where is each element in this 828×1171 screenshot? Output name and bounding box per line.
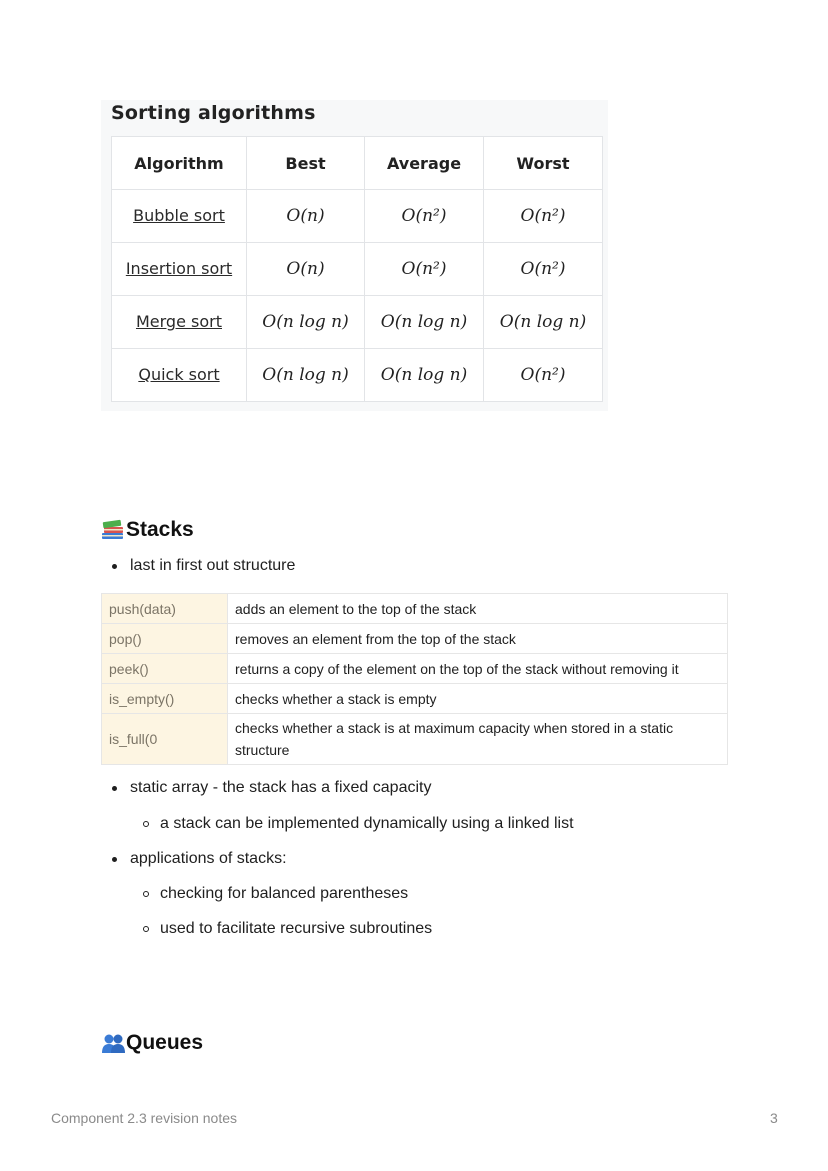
sorting-algorithms-figure [101,100,608,411]
list-item: used to facilitate recursive subroutines [160,920,433,937]
best-cell: O(n log n) [247,296,365,349]
insertion-sort-link[interactable]: Insertion sort [125,259,233,278]
books-icon [101,519,125,541]
header-best: Best [247,137,365,190]
best-cell: O(n log n) [247,349,365,402]
footer-title: Component 2.3 revision notes [51,1110,237,1126]
worst-cell: O(n²) [484,190,603,243]
description-cell: checks whether a stack is empty [228,684,728,714]
worst-cell: O(n log n) [484,296,603,349]
description-cell: adds an element to the top of the stack [228,594,728,624]
average-cell: O(n log n) [365,349,484,402]
header-worst: Worst [484,137,603,190]
stacks-notes-list [130,779,431,797]
algorithm-cell [112,243,247,296]
merge-sort-link[interactable]: Merge sort [135,312,222,331]
people-icon [101,1032,125,1054]
list-item: applications of stacks: [130,850,287,867]
best-cell: O(n) [247,190,365,243]
stacks-apps-sub-list [160,885,408,903]
stacks-sub-list [160,815,574,833]
description-cell: returns a copy of the element on the top of the stack without removing it [228,654,728,684]
table-row [102,654,728,684]
list-item: last in first out structure [130,557,296,574]
average-cell: O(n log n) [365,296,484,349]
operation-cell: is_empty() [102,684,228,714]
sorting-table [111,136,603,402]
algorithm-cell [112,190,247,243]
table-row [112,349,603,402]
algorithm-cell [112,296,247,349]
table-row [102,594,728,624]
table-row [102,624,728,654]
stack-operations-table [101,593,728,765]
list-item: checking for balanced parentheses [160,885,409,902]
stacks-heading-text: Stacks [126,518,194,541]
sorting-header-row [112,137,603,190]
stacks-intro-list [130,557,295,575]
header-average: Average [365,137,484,190]
algorithm-cell [112,349,247,402]
stacks-heading [101,518,194,542]
operation-cell: pop() [102,624,228,654]
queues-heading [101,1031,203,1055]
operation-cell: peek() [102,654,228,684]
queues-heading-text: Queues [126,1031,204,1054]
average-cell: O(n²) [365,243,484,296]
stacks-apps-list [130,850,287,868]
list-item: a stack can be implemented dynamically using a linked list [160,815,574,832]
quick-sort-link[interactable]: Quick sort [138,365,220,384]
page-number: 3 [770,1110,778,1126]
worst-cell: O(n²) [484,243,603,296]
list-item: static array - the stack has a fixed capacity [130,779,432,796]
average-cell: O(n²) [365,190,484,243]
sorting-title: Sorting algorithms [111,102,316,124]
best-cell: O(n) [247,243,365,296]
description-cell: removes an element from the top of the stack [228,624,728,654]
bubble-sort-link[interactable]: Bubble sort [133,206,225,225]
table-row [102,714,728,765]
worst-cell: O(n²) [484,349,603,402]
table-row [112,296,603,349]
stacks-apps-sub-list-2 [160,920,432,938]
table-row [102,684,728,714]
operation-cell: push(data) [102,594,228,624]
description-cell [228,714,728,765]
table-row [112,243,603,296]
description-text: checks whether a stack is at maximum capacity when stored in a static structure [235,720,674,758]
operation-cell: is_full(0 [102,714,228,765]
header-algorithm: Algorithm [112,137,247,190]
table-row [112,190,603,243]
